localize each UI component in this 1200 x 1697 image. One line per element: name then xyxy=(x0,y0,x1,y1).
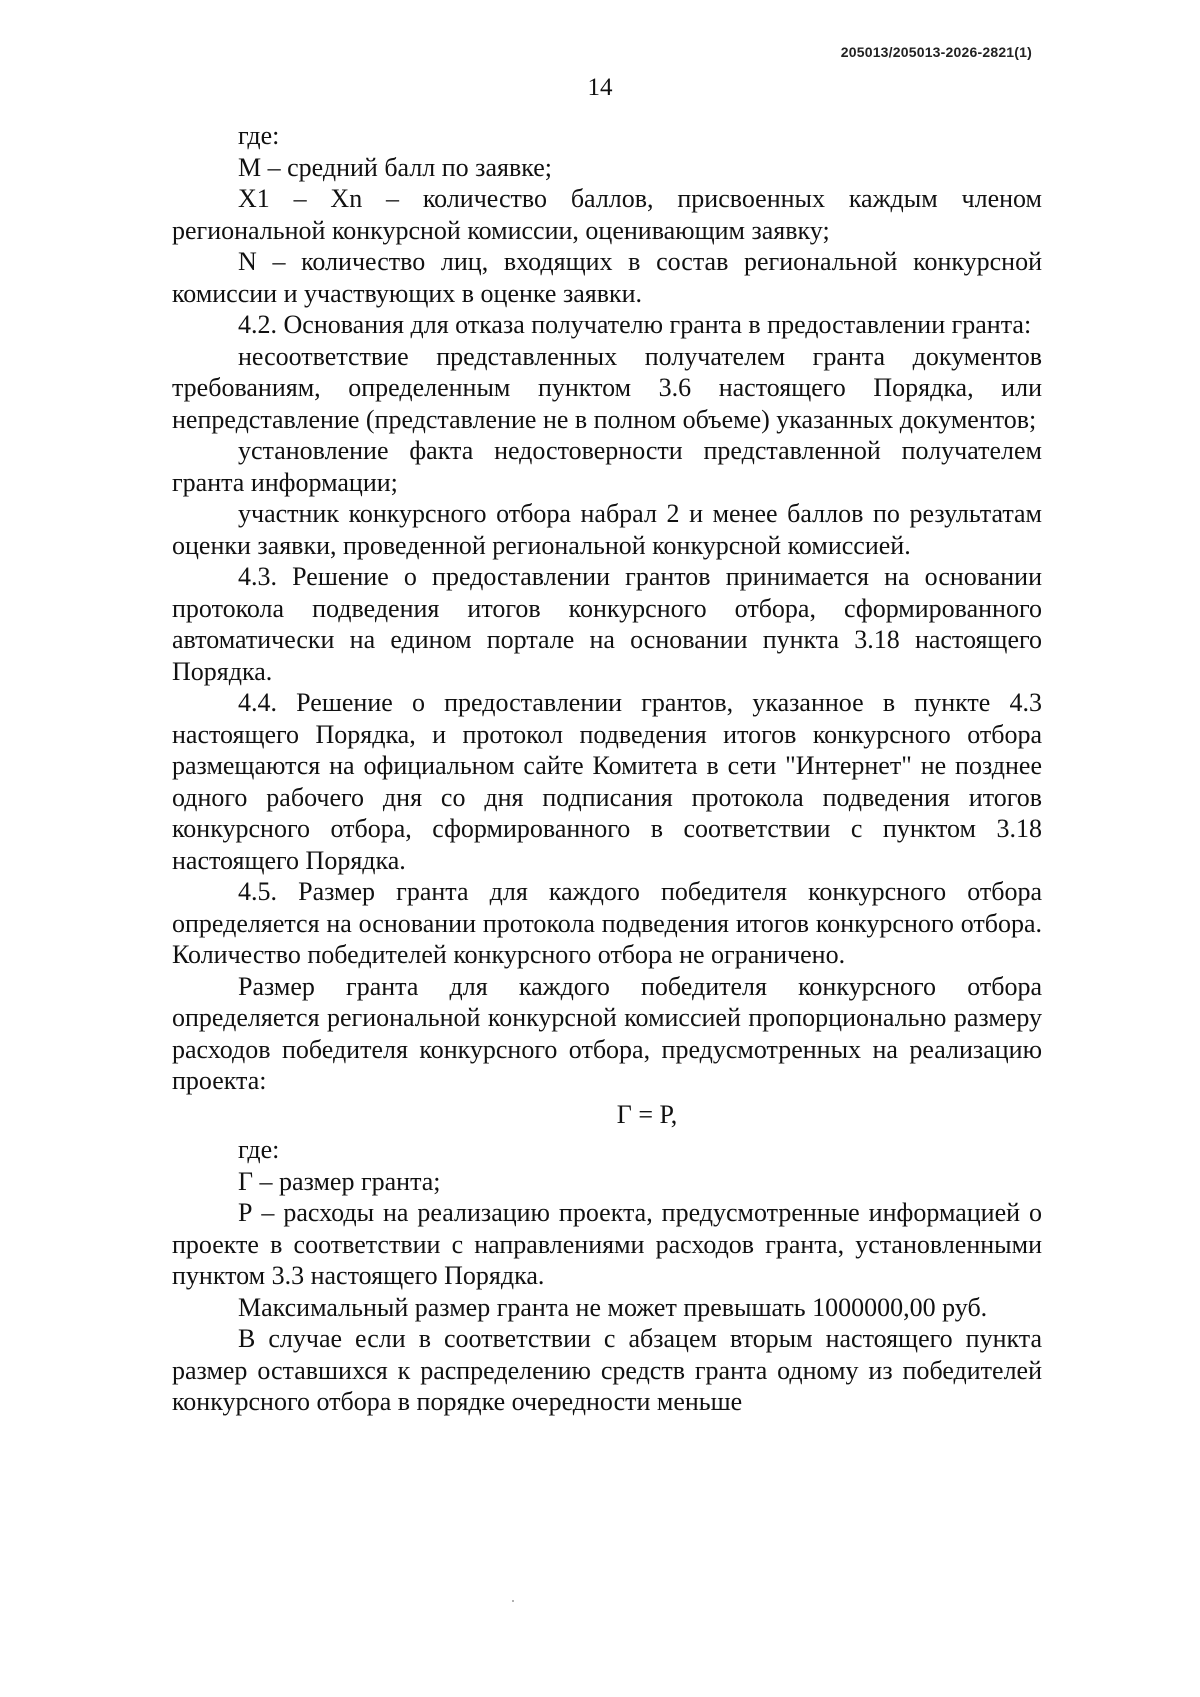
paragraph: где: xyxy=(238,1135,280,1164)
paragraph: несоответствие представленных получателем гранта документов требованиям, определенным пунктом 3.6 настоящего Порядка, или непредставление (представление не в полном объеме) указанных документов; xyxy=(172,341,1042,434)
formula: Г = Р, xyxy=(616,1099,678,1129)
paragraph: M – средний балл по заявке; xyxy=(238,152,552,182)
paragraph: Р – расходы на реализацию проекта, предусмотренные информацией о проекте в соответствии с направлениями расходов гранта, установленными пунктом 3.3 настоящего Порядка. xyxy=(172,1198,1042,1290)
paragraph: X1 – Xn – количество баллов, присвоенных каждым членом региональной конкурсной комиссии, оценивающим заявку; xyxy=(172,184,1042,245)
paragraph: 4.2. Основания для отказа получателю гранта в предоставлении гранта: xyxy=(238,310,1032,339)
document-body xyxy=(172,120,1042,1418)
paragraph: 4.5. Размер гранта для каждого победителя конкурсного отбора определяется на основании протокола подведения итогов конкурсного отбора. Количество победителей конкурсного отбора не ограничено. xyxy=(172,877,1042,969)
scan-artifact xyxy=(512,1600,514,1602)
paragraph: Размер гранта для каждого победителя конкурсного отбора определяется региональной конкурсной комиссией пропорционально размеру расходов победителя конкурсного отбора, предусмотренных на реализацию проекта: xyxy=(172,971,1042,1095)
paragraph: 4.3. Решение о предоставлении грантов принимается на основании протокола подведения итогов конкурсного отбора, сформированного автоматически на едином портале на основании пункта 3.18 настоящего Порядка. xyxy=(172,562,1042,686)
page-number: 14 xyxy=(587,74,613,101)
document-id: 205013/205013-2026-2821(1) xyxy=(840,44,1032,60)
paragraph: 4.4. Решение о предоставлении грантов, указанное в пункте 4.3 настоящего Порядка, и протокол подведения итогов конкурсного отбора размещаются на официальном сайте Комитета в сети "Интернет" не позднее одного рабочего дня со дня подписания протокола подведения итогов конкурсного отбора, сформированного в соответствии с пунктом 3.18 настоящего Порядка. xyxy=(172,688,1042,875)
paragraph: Г – размер гранта; xyxy=(238,1166,441,1196)
paragraph: N – количество лиц, входящих в состав региональной конкурсной комиссии и участвующих в оценке заявки. xyxy=(172,247,1042,308)
paragraph: В случае если в соответствии с абзацем вторым настоящего пункта размер оставшихся к распределению средств гранта одному из победителей конкурсного отбора в порядке очередности меньше xyxy=(172,1324,1042,1416)
paragraph: участник конкурсного отбора набрал 2 и менее баллов по результатам оценки заявки, проведенной региональной конкурсной комиссией. xyxy=(172,499,1042,560)
paragraph: где: xyxy=(238,121,280,150)
paragraph: Максимальный размер гранта не может превышать 1000000,00 руб. xyxy=(238,1292,988,1322)
paragraph: установление факта недостоверности представленной получателем гранта информации; xyxy=(172,436,1042,497)
